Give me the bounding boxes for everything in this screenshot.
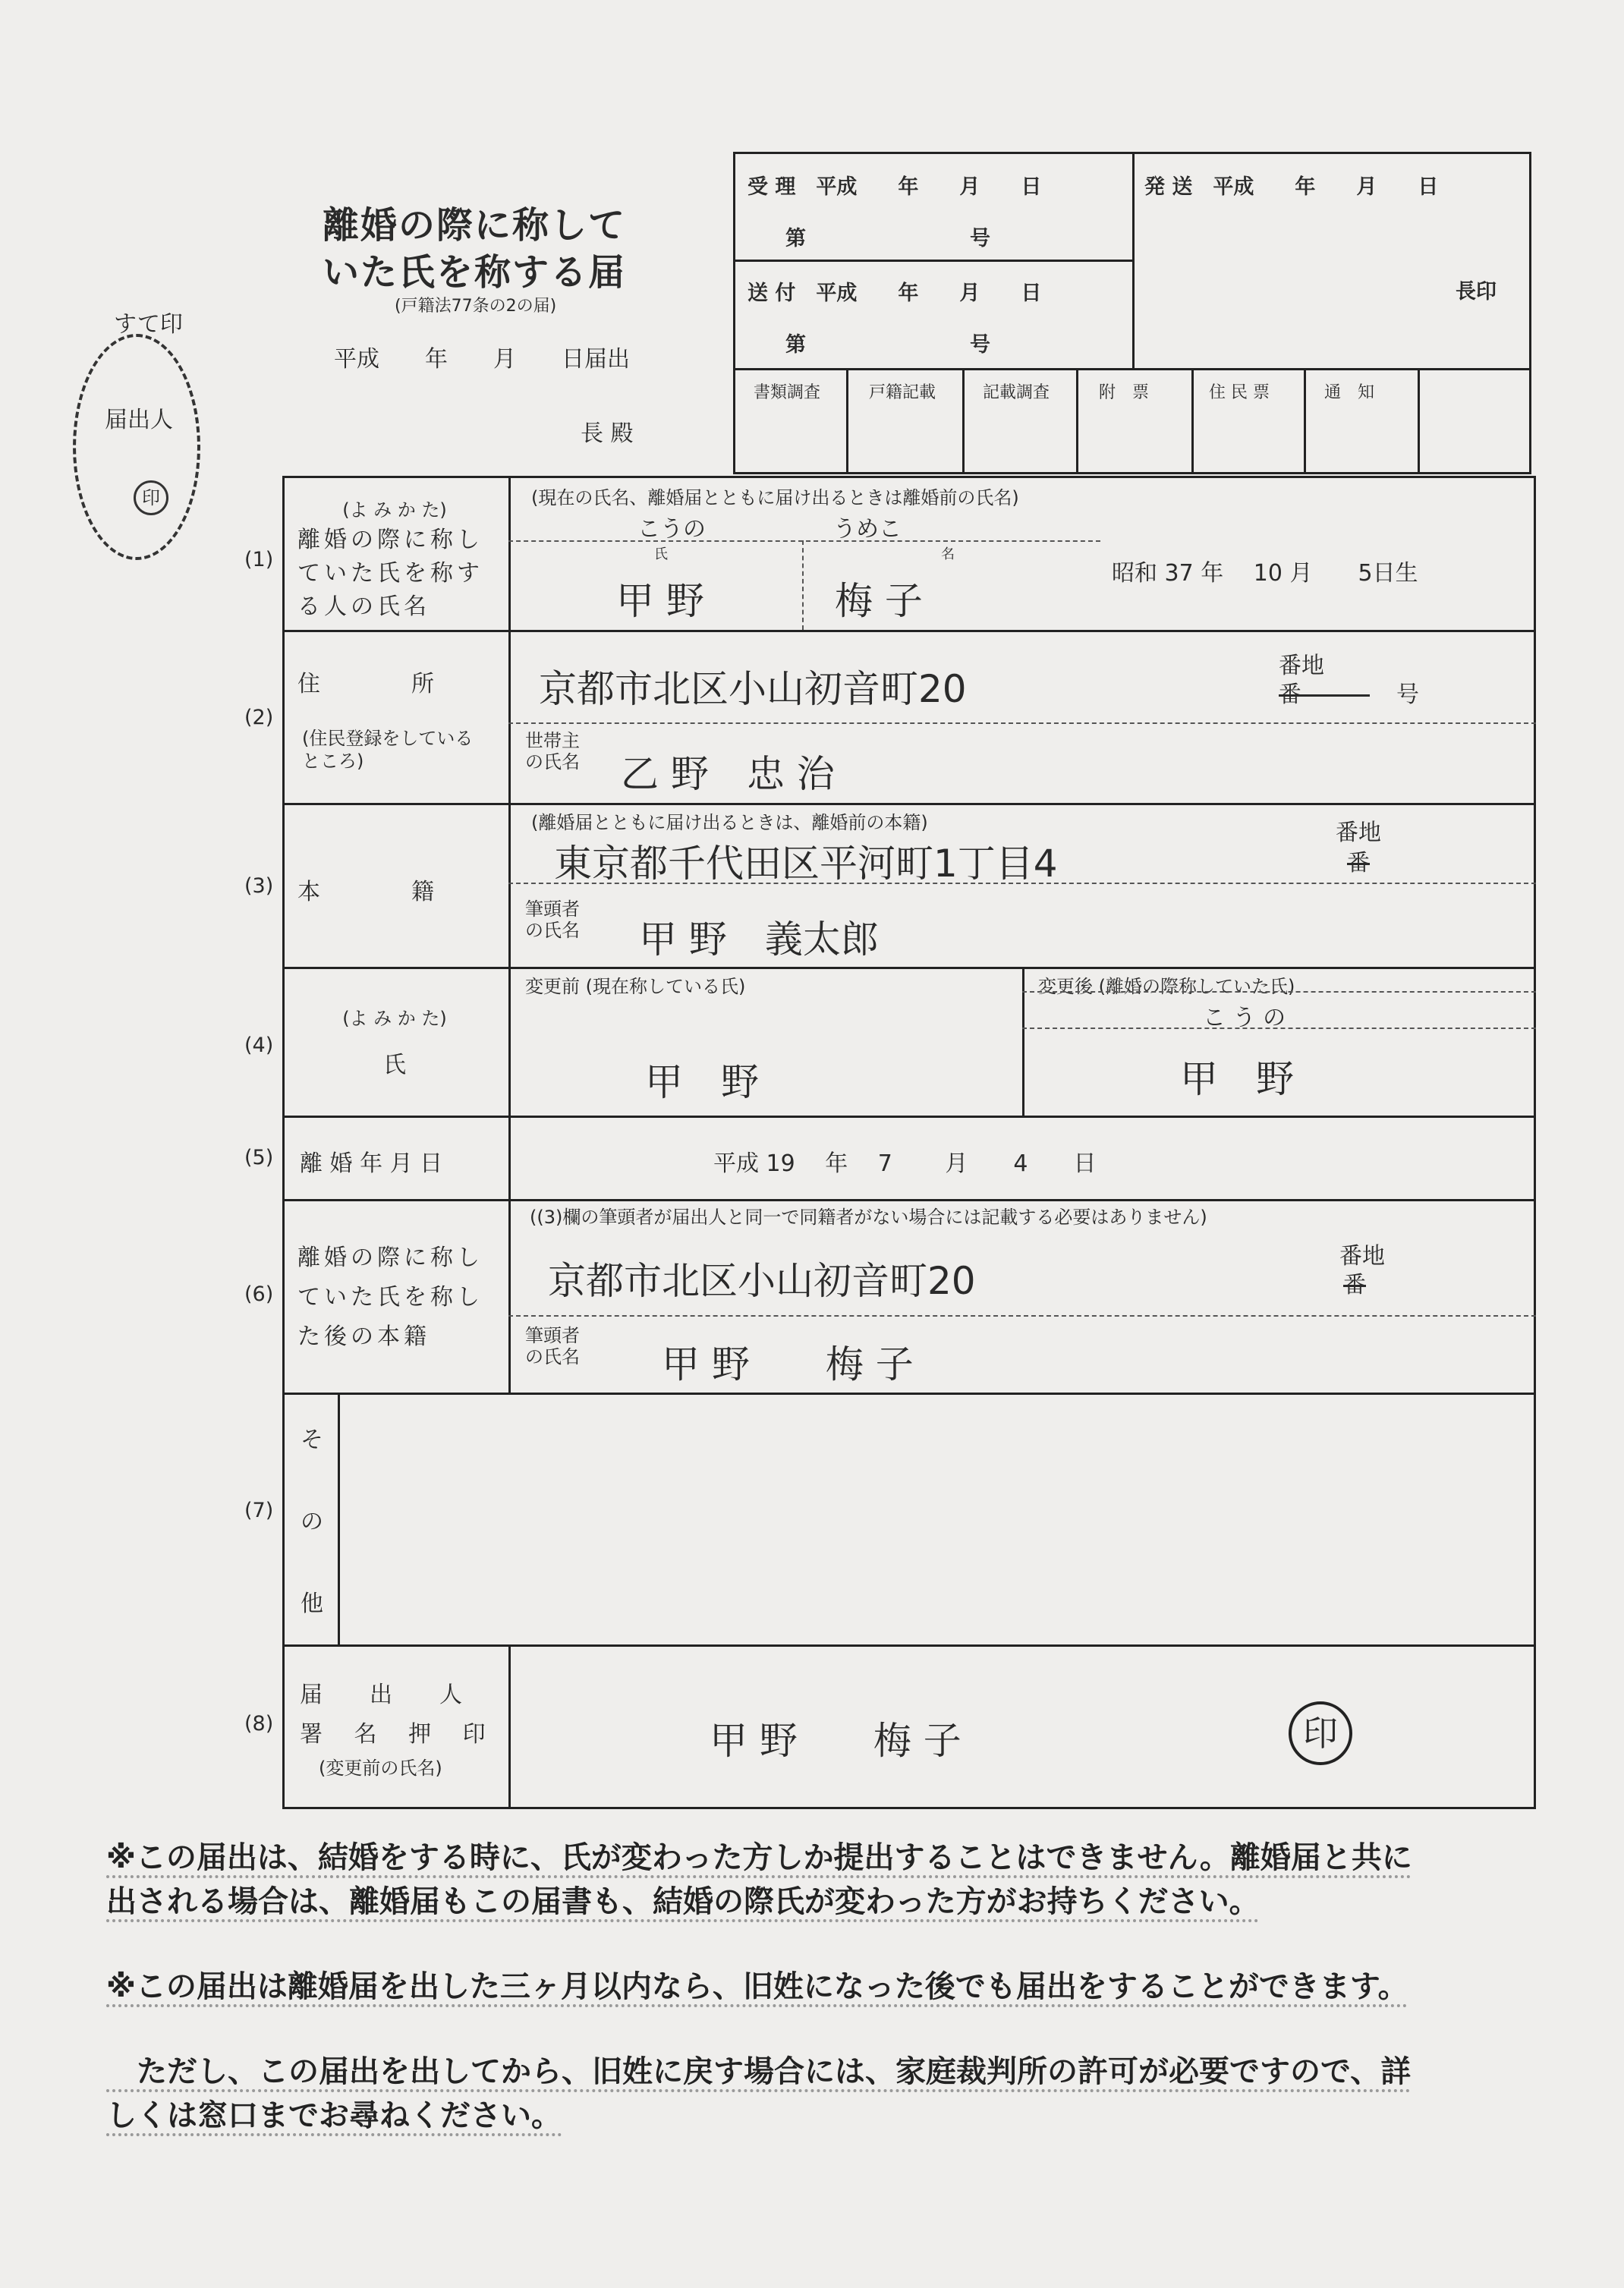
row5-label: 離 婚 年 月 日 bbox=[300, 1150, 443, 1177]
received-number: 第 号 bbox=[785, 227, 990, 250]
row1-reading-given[interactable]: うめこ bbox=[833, 516, 902, 543]
row1-birth-date[interactable]: 昭和 37 年 10 月 5日生 bbox=[1112, 560, 1418, 587]
row-number-6: (6) bbox=[244, 1282, 274, 1306]
row2-ban bbox=[1279, 675, 1415, 709]
sent-date: 送 付 平成 年 月 日 bbox=[747, 282, 1042, 305]
row5-divorce-date[interactable]: 平成 19 年 7 月 4 日 bbox=[713, 1150, 1097, 1177]
stamp-person-label: 届出人 bbox=[105, 407, 173, 433]
row2-banchi: 番地 bbox=[1279, 653, 1324, 679]
row8-label: 届 出 人署 名 押 印 bbox=[300, 1682, 498, 1748]
row7-other-field[interactable] bbox=[341, 1396, 1533, 1641]
note-line-4: ただし、この届出を出してから、旧姓に戻す場合には、家庭裁判所の許可が必要ですので、詳 bbox=[106, 2054, 1412, 2089]
row6-label: 離婚の際に称していた氏を称した後の本籍 bbox=[297, 1245, 483, 1350]
row6-head-of-register[interactable]: 甲 野 梅 子 bbox=[662, 1342, 914, 1386]
check-documents: 書類調査 bbox=[754, 383, 821, 402]
row1-given-caption: 名 bbox=[941, 546, 955, 562]
seal-icon: 印 bbox=[134, 480, 168, 515]
row1-note: (現在の氏名、離婚届とともに届け出るときは離婚前の氏名) bbox=[531, 487, 1019, 508]
row-number-5: (5) bbox=[244, 1146, 274, 1169]
row3-head-of-register[interactable]: 甲 野 義太郎 bbox=[639, 917, 879, 961]
row-number-2: (2) bbox=[244, 706, 274, 729]
row1-reading-label: (よ み か た) bbox=[342, 499, 447, 521]
row-number-8: (8) bbox=[244, 1712, 274, 1736]
row1-label: 離婚の際に称していた氏を称する人の氏名 bbox=[297, 527, 483, 620]
row4-after-reading[interactable]: こ う の bbox=[1203, 1005, 1286, 1031]
check-resident-record: 住 民 票 bbox=[1209, 383, 1270, 402]
row7-label-3: 他 bbox=[301, 1591, 323, 1617]
row7-label-1: そ bbox=[301, 1427, 323, 1453]
row4-before-label: 変更前 (現在称している氏) bbox=[525, 976, 746, 997]
chief-seal-label: 長印 bbox=[1456, 280, 1497, 304]
filing-date-line: 平成 年 月 日届出 bbox=[334, 346, 630, 373]
seal-icon[interactable]: 印 bbox=[1289, 1701, 1352, 1765]
row4-label: 氏 bbox=[383, 1052, 406, 1078]
row6-address[interactable]: 京都市北区小山初音町20 bbox=[548, 1259, 976, 1303]
row3-head-label: 筆頭者の氏名 bbox=[525, 899, 580, 941]
dispatch-date: 発 送 平成 年 月 日 bbox=[1144, 175, 1439, 199]
row-number-4: (4) bbox=[244, 1034, 274, 1057]
row3-banchi: 番地 bbox=[1336, 820, 1381, 846]
row6-ban: 番 bbox=[1343, 1272, 1366, 1298]
row3-note: (離婚届とともに届け出るときは、離婚前の本籍) bbox=[531, 812, 928, 833]
row1-reading-surname[interactable]: こうの bbox=[637, 516, 706, 543]
check-notification: 通 知 bbox=[1324, 383, 1375, 402]
row6-head-label: 筆頭者の氏名 bbox=[525, 1325, 580, 1367]
row4-after-label: 変更後 (離婚の際称していた氏) bbox=[1038, 976, 1295, 997]
note-line-5: しくは窓口までお尋ねください。 bbox=[106, 2098, 562, 2133]
row3-ban: 番 bbox=[1347, 850, 1370, 876]
row1-surname[interactable]: 甲 野 bbox=[616, 579, 704, 623]
check-entry-review: 記載調査 bbox=[983, 383, 1050, 402]
received-date: 受 理 平成 年 月 日 bbox=[747, 175, 1042, 199]
row4-surname-after[interactable]: 甲 野 bbox=[1180, 1057, 1294, 1101]
row8-label-sub: (変更前の氏名) bbox=[319, 1758, 442, 1779]
row2-address[interactable]: 京都市北区小山初音町20 bbox=[539, 667, 967, 711]
note-line-2: 出される場合は、離婚届もこの届書も、結婚の際氏が変わった方がお持ちください。 bbox=[106, 1884, 1260, 1919]
sent-number: 第 号 bbox=[785, 333, 990, 357]
row1-surname-caption: 氏 bbox=[654, 546, 668, 562]
row8-signature-name[interactable]: 甲 野 梅 子 bbox=[710, 1719, 961, 1763]
stamp-label: すて印 bbox=[114, 311, 183, 338]
row4-reading-label: (よ み か た) bbox=[342, 1008, 447, 1029]
row7-label-2: の bbox=[301, 1509, 323, 1535]
row2-ban-text: 番 bbox=[1279, 681, 1301, 708]
row2-head-label: 世帯主の氏名 bbox=[525, 730, 580, 773]
row3-label: 本 籍 bbox=[297, 879, 434, 905]
row-number-7: (7) bbox=[244, 1499, 274, 1522]
form-title-line1: 離婚の際に称して bbox=[323, 204, 627, 247]
addressee: 長 殿 bbox=[581, 420, 634, 447]
note-line-1: ※この届出は、結婚をする時に、氏が変わった方しか提出することはできません。離婚届と共に bbox=[106, 1840, 1412, 1875]
row2-label: 住 所 bbox=[297, 671, 434, 697]
row6-note: ((3)欄の筆頭者が届出人と同一で同籍者がない場合には記載する必要はありません) bbox=[530, 1207, 1207, 1228]
check-registry-entry: 戸籍記載 bbox=[869, 383, 936, 402]
row2-go: 号 bbox=[1396, 681, 1419, 708]
row3-address[interactable]: 東京都千代田区平河町1丁目4 bbox=[554, 842, 1058, 886]
form-title-line2: いた氏を称する届 bbox=[323, 251, 627, 294]
row4-surname-before[interactable]: 甲 野 bbox=[645, 1060, 759, 1104]
stamp-area[interactable] bbox=[73, 334, 200, 560]
row1-given-name[interactable]: 梅 子 bbox=[835, 579, 923, 623]
row-number-3: (3) bbox=[244, 874, 274, 898]
row6-banchi: 番地 bbox=[1339, 1243, 1385, 1270]
check-attached-sheet: 附 票 bbox=[1099, 383, 1150, 402]
note-line-3: ※この届出は離婚届を出した三ヶ月以内なら、旧姓になった後でも届出をすることができます。 bbox=[106, 1969, 1408, 2004]
row-number-1: (1) bbox=[244, 548, 274, 571]
row2-householder[interactable]: 乙 野 忠 治 bbox=[621, 752, 835, 796]
law-reference: (戸籍法77条の2の届) bbox=[395, 297, 557, 316]
row2-label-sub: (住民登録をしているところ) bbox=[302, 728, 474, 772]
